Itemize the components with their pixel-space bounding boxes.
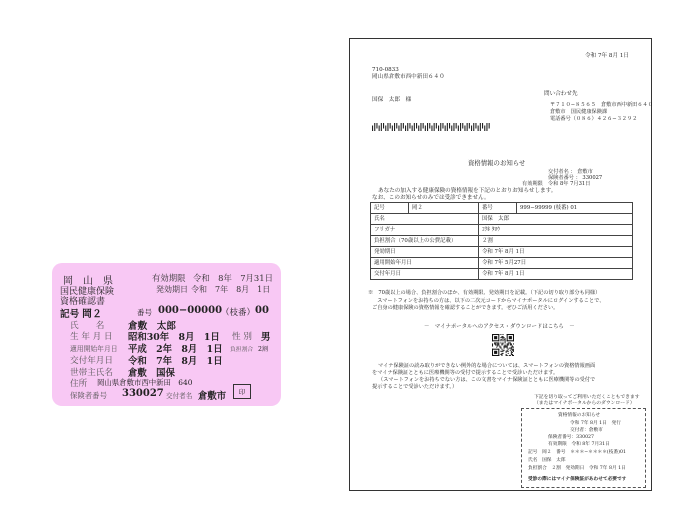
- doc-recipient: 国保 太郎 様: [372, 97, 412, 103]
- doc-bottom-2: をマイナ保険証とともに医療機関等の受付で提示することで受診いただけます。: [372, 370, 559, 376]
- doc-date: 令和 7年 8月 1日: [585, 53, 629, 59]
- doc-bottom-4: 提示することで受診いただけます。）: [372, 384, 458, 390]
- stub-issue: 令和 7年 8月 1日 発行: [570, 421, 621, 426]
- tbl-apply-label: 適用開始年月日: [371, 258, 479, 269]
- qualification-table: [370, 202, 633, 280]
- card-burden-value: 2割: [258, 346, 269, 353]
- card-address-label: 住所: [70, 379, 88, 389]
- cutout-stub[interactable]: [521, 408, 646, 488]
- tbl-burden-value: ２割: [479, 236, 633, 247]
- card-sex-label: 性 別: [232, 332, 252, 342]
- doc-note-2: スマートフォンをお持ちの方は、以下の二次元コードからマイナポータルにログインすることで、: [372, 298, 605, 304]
- card-householder-value: 倉敷 国保: [128, 368, 175, 379]
- stub-symbol: 記号 岡２ 番号 ＊＊＊−＊＊＊＊(枝番)01: [528, 450, 626, 455]
- card-title-line1: 国民健康保険: [60, 287, 115, 297]
- card-issue-label: 発効期日: [156, 285, 188, 294]
- card-branch-label: （枝番）: [221, 308, 256, 318]
- card-apply-start-value: 平成 2年 8月 1日: [128, 344, 223, 355]
- doc-note-3: ご自身の健康保険の資格情報を確認することができます。ぜひご活用ください。: [372, 305, 559, 311]
- card-name-label: 氏 名: [70, 321, 105, 331]
- card-validity-value: 令和 8年 7月31日: [193, 273, 273, 283]
- card-dob-value: 昭和30年 8月 1日: [128, 332, 220, 343]
- card-name-value: 倉敷 太郎: [128, 321, 176, 332]
- card-validity-label: 有効期限: [152, 273, 186, 283]
- card-householder-label: 世帯主氏名: [70, 368, 113, 378]
- card-apply-start-label: 適用開始年月日: [70, 345, 118, 353]
- doc-bottom-3: （スマートフォンをお持ちでない方は、この文書をマイナ保険証とともに医療機関等の受付で: [378, 377, 596, 383]
- doc-address: 岡山県倉敷市西中新田６４０: [372, 74, 445, 80]
- doc-portal-title: － マイナポータルへのアクセス・ダウンロードはこちら －: [424, 324, 575, 330]
- card-number-value: 000−00000: [158, 305, 223, 316]
- tbl-issue-value: 令和 7年 8月 1日: [479, 247, 633, 258]
- stub-valid: 有効期限 令和 8年 7月31日: [548, 442, 610, 447]
- card-insurer-no-label: 保険者番号: [70, 391, 107, 400]
- card-issue-value: 令和 7年 8月 1日: [191, 285, 271, 294]
- tbl-symbol-value: 岡２: [409, 203, 479, 214]
- doc-contact-postal: 〒７１０−８５６５ 倉敷市西中新田６４０: [550, 102, 653, 108]
- card-issue-date-value: 令和 7年 8月 1日: [128, 356, 223, 367]
- doc-note-1: ※ 70歳以上の場合、負担割合のほか、有効期限、発効期日を記載。（下記の切り取り部分も同様）: [368, 290, 601, 296]
- card-issuer-value: 倉敷市: [198, 391, 227, 402]
- tbl-apply-value: 令和 7年 5月27日: [479, 258, 633, 269]
- card-issue-date-label: 交付年月日: [70, 356, 113, 366]
- card-sex-value: 男: [261, 332, 271, 343]
- card-prefecture: 岡 山 県: [63, 276, 113, 287]
- tbl-symbol-label: 記号: [371, 203, 409, 214]
- tbl-number-value: 999−99999 (枝番) 01: [517, 203, 633, 214]
- stub-name: 氏名 国保 太郎: [528, 458, 566, 463]
- card-insurer-no-value: 330027: [122, 388, 164, 399]
- card-dob-label: 生 年 月 日: [70, 332, 113, 342]
- tbl-name-value: 国保 太郎: [479, 214, 633, 225]
- tbl-issued-value: 令和 7年 8月 1日: [479, 269, 633, 280]
- card-title-line2: 資格確認書: [60, 297, 106, 307]
- tbl-issue-label: 発効期日: [371, 247, 479, 258]
- doc-insurer-no: 保険者番号 ： 330027: [548, 175, 603, 181]
- doc-postal: 710-0833: [372, 67, 399, 73]
- card-address-value: 岡山県倉敷市西中新田 640: [97, 378, 193, 387]
- doc-heading: 資格情報のお知らせ: [468, 159, 526, 167]
- qr-code-icon[interactable]: [492, 334, 514, 356]
- tbl-burden-label: 負担割合（70歳以上の公費記載）: [371, 236, 479, 247]
- card-number-label: 番号: [137, 308, 152, 317]
- postal-barcode: [372, 123, 492, 131]
- doc-valid-until: 有効期限 令和 8年 7月31日: [522, 181, 591, 187]
- card-burden-label: 負担割合: [230, 347, 254, 353]
- card-symbol-label: 記号: [60, 309, 80, 320]
- tbl-issued-label: 交付年月日: [371, 269, 479, 280]
- doc-stub-note-2: （またはマイナポータルからのダウンロード）: [534, 401, 635, 406]
- doc-intro-1: あなたの加入する健康保険の資格情報を下記のとおりお知らせします。: [378, 188, 557, 194]
- tbl-kana-label: フリガナ: [371, 225, 479, 236]
- stub-footer: 受診の際にはマイナ保険証があわせて必要です: [528, 477, 627, 482]
- stub-burden: 負担割合 ２割 発効期日 令和 7年 8月 1日: [528, 466, 626, 471]
- stub-heading: 資格情報のお知らせ: [558, 413, 601, 418]
- doc-stub-note-1: 下記を切り取ってご利用いただくこともできます: [534, 395, 640, 400]
- notice-document: [349, 38, 652, 491]
- card-issuer-label: 交付者名: [166, 392, 193, 400]
- tbl-name-label: 氏名: [371, 214, 479, 225]
- stub-issuer: 交付者：倉敷市: [570, 428, 603, 433]
- doc-contact-tel: 電話番号（０８６）４２６−３２９２: [550, 116, 638, 122]
- doc-contact-title: 問い合わせ先: [544, 91, 578, 97]
- tbl-kana-value: ｺｸﾎ ﾀﾛｳ: [479, 225, 633, 236]
- tbl-number-label: 番号: [479, 203, 517, 214]
- card-branch-value: 00: [255, 305, 269, 316]
- doc-contact-dept: 倉敷市 国民健康保険課: [550, 109, 608, 115]
- doc-issuer-name: 交付者名 ： 倉敷市: [548, 169, 593, 175]
- card-seal: 印: [233, 384, 251, 399]
- stub-insurer: 保険者番号：330027: [548, 435, 595, 440]
- doc-bottom-1: マイナ保険証の読み取りができない例外的な場合については、スマートフォンの資格情報画面: [378, 363, 596, 369]
- doc-intro-2: なお、このお知らせのみでは受診できません。: [372, 195, 490, 201]
- card-symbol-value: 岡２: [82, 309, 102, 320]
